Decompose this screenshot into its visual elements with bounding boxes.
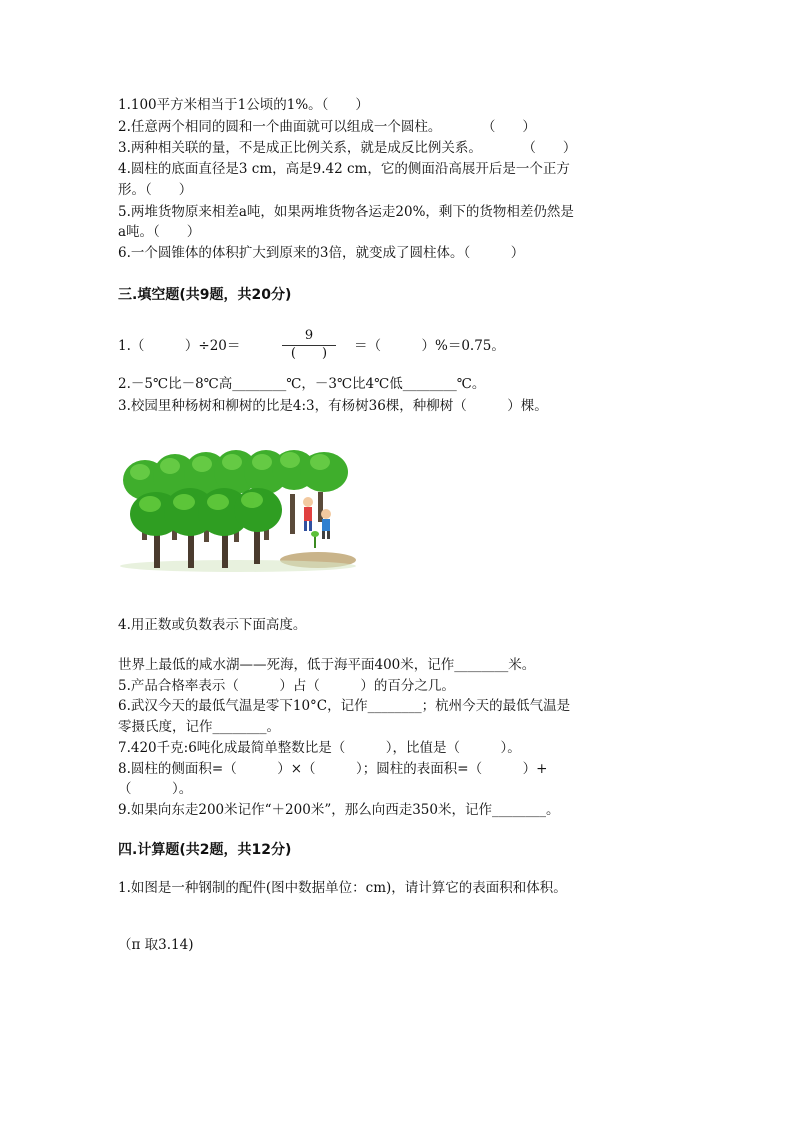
fill-q8-line1: 8.圆柱的侧面积=（ ）×（ ）；圆柱的表面积=（ ）+ — [118, 761, 548, 777]
judge-line-5: 形。（ ） — [118, 182, 193, 198]
section-4-title: 四.计算题(共2题，共12分) — [118, 842, 292, 858]
judge-line-1: 1.100平方米相当于1公顷的1%。（ ） — [118, 97, 369, 113]
fill-q1-left: 1.（ ）÷20＝ — [118, 338, 241, 354]
fill-q7: 7.420千克:6吨化成最简单整数比是（ ），比值是（ ）。 — [118, 740, 521, 756]
fill-q8-line2: （ ）。 — [118, 781, 193, 797]
trees-illustration — [118, 448, 358, 576]
calc-q1: 1.如图是一种钢制的配件(图中数据单位：cm)，请计算它的表面积和体积。 — [118, 880, 567, 896]
fraction-numerator: 9 — [304, 328, 314, 343]
fill-q6-line2: 零摄氏度，记作________。 — [118, 719, 280, 735]
fraction — [282, 328, 336, 362]
fraction-denominator: ( ) — [290, 346, 328, 361]
fill-q3: 3.校园里种杨树和柳树的比是4:3，有杨树36棵，种柳树（ ）棵。 — [118, 398, 548, 414]
fill-q1-right: ＝（ ）%＝0.75。 — [354, 338, 505, 354]
judge-line-6: 5.两堆货物原来相差a吨，如果两堆货物各运走20%，剩下的货物相差仍然是 — [118, 204, 574, 220]
fill-q4-prompt: 4.用正数或负数表示下面高度。 — [118, 617, 307, 633]
judge-line-2: 2.任意两个相同的圆和一个曲面就可以组成一个圆柱。 （ ） — [118, 119, 536, 135]
fill-q6-line1: 6.武汉今天的最低气温是零下10°C，记作________；杭州今天的最低气温是 — [118, 698, 571, 714]
judge-line-7: a吨。（ ） — [118, 224, 201, 240]
fill-q9: 9.如果向东走200米记作“＋200米”，那么向西走350米，记作________。 — [118, 802, 560, 818]
judge-line-3: 3.两种相关联的量，不是成正比例关系，就是成反比例关系。 （ ） — [118, 140, 577, 156]
calc-pi-note: （π 取3.14) — [118, 937, 194, 953]
judge-line-8: 6.一个圆锥体的体积扩大到原来的3倍，就变成了圆柱体。（ ） — [118, 245, 525, 261]
fill-q2: 2.－5℃比－8℃高________℃，－3℃比4℃低________℃。 — [118, 376, 486, 392]
fill-q4-item: 世界上最低的咸水湖——死海，低于海平面400米，记作________米。 — [118, 657, 536, 673]
section-3-title: 三.填空题(共9题，共20分) — [118, 287, 292, 303]
fill-q5: 5.产品合格率表示（ ）占（ ）的百分之几。 — [118, 678, 455, 694]
judge-line-4: 4.圆柱的底面直径是3 cm，高是9.42 cm，它的侧面沿高展开后是一个正方 — [118, 161, 570, 177]
